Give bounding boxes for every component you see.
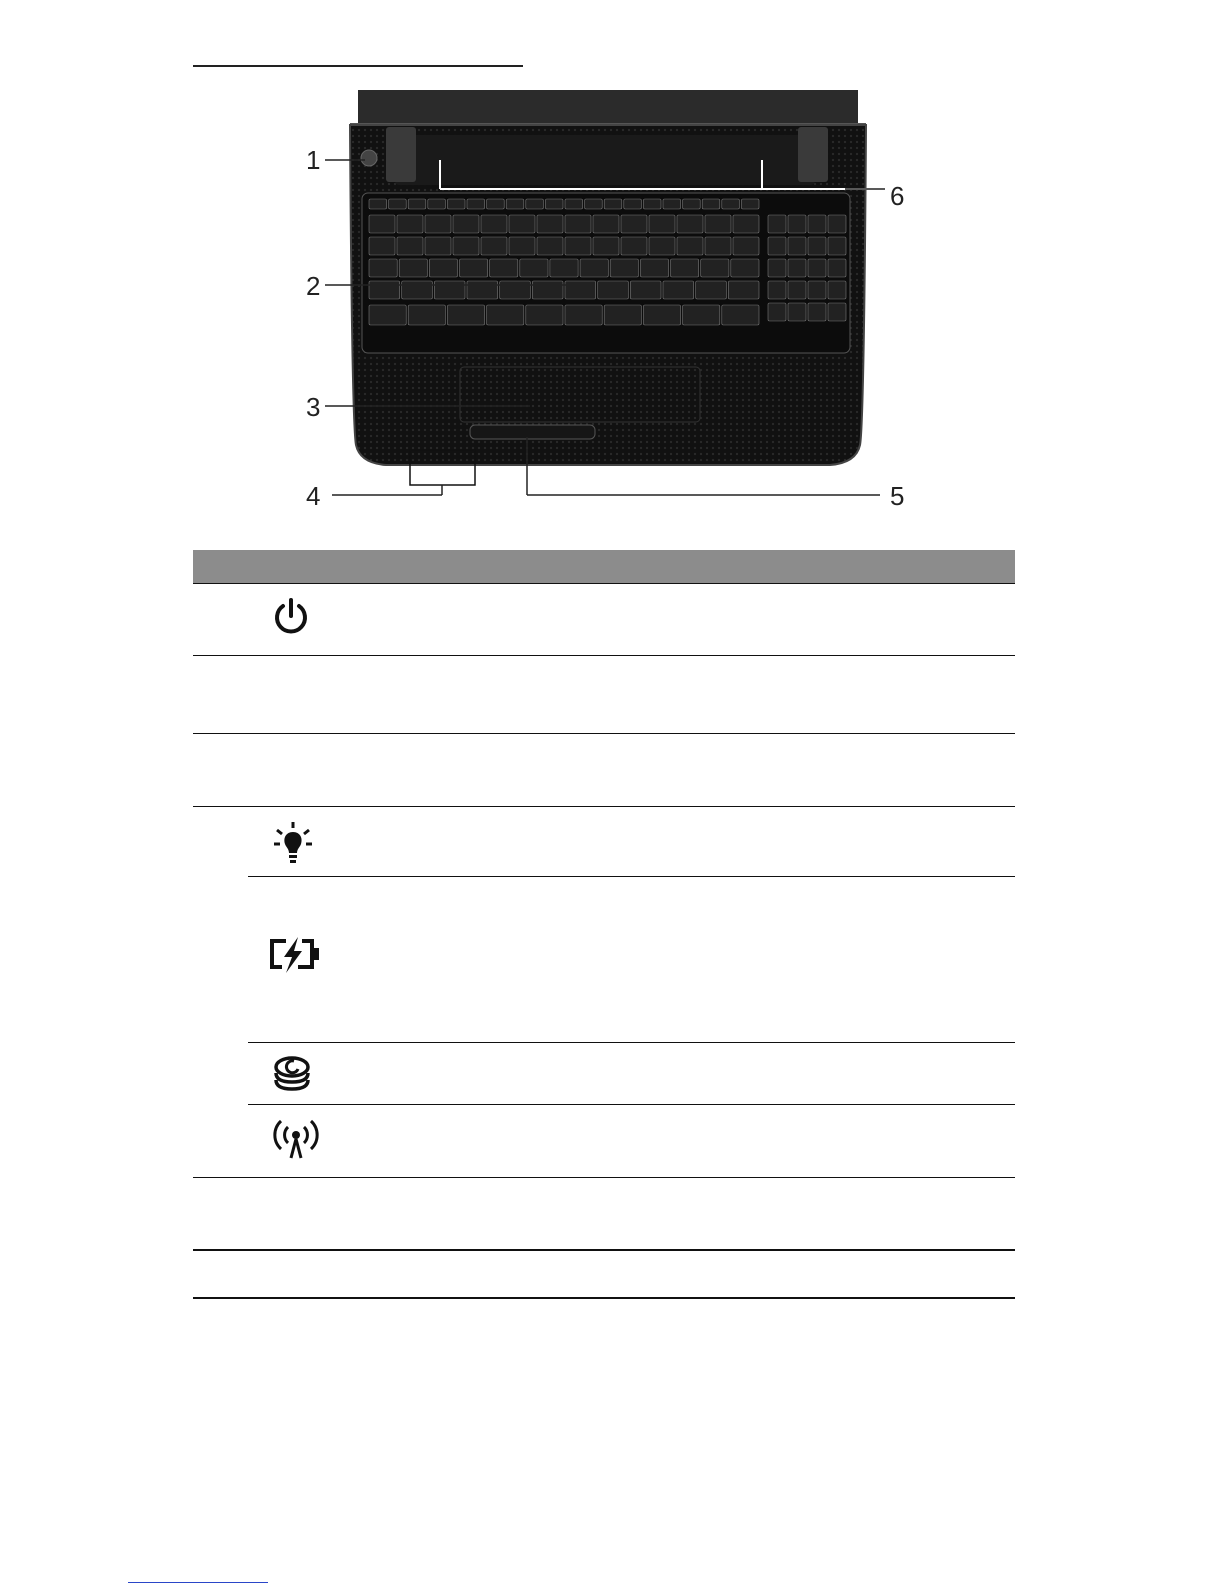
power-icon [270, 598, 312, 636]
numpad-key [788, 303, 806, 321]
keyboard-key [731, 259, 759, 277]
numpad-key [788, 281, 806, 299]
keyboard-key [369, 305, 406, 325]
keyboard-key [526, 305, 563, 325]
callout-1: 1 [306, 145, 321, 175]
table-header [193, 550, 1015, 583]
keyboard-key [643, 199, 661, 209]
keyboard-key [593, 215, 619, 233]
numpad-key [768, 303, 786, 321]
keyboard-key [487, 305, 524, 325]
keyboard-key [453, 215, 479, 233]
keyboard-key [537, 215, 563, 233]
numpad-key [828, 303, 846, 321]
keyboard-key [537, 237, 563, 255]
top-rule [193, 65, 523, 67]
keyboard-key [467, 281, 498, 299]
keyboard-key [621, 237, 647, 255]
hard-disk-icon [272, 1055, 312, 1095]
laptop-top-view-figure [290, 85, 930, 525]
keyboard-key [671, 259, 699, 277]
numpad-key [788, 237, 806, 255]
keyboard-key [509, 237, 535, 255]
numpad-key [768, 237, 786, 255]
keyboard-key [683, 199, 701, 209]
keyboard-key [663, 199, 681, 209]
numpad-key [768, 215, 786, 233]
callout-4: 4 [306, 481, 321, 511]
keyboard-key [580, 259, 608, 277]
lightbulb-icon [272, 820, 314, 868]
keyboard-key [702, 199, 720, 209]
keyboard-key [460, 259, 488, 277]
numpad-key [828, 215, 846, 233]
keyboard-key [705, 237, 731, 255]
keyboard-key [467, 199, 485, 209]
keyboard-key [490, 259, 518, 277]
keyboard-key [369, 259, 397, 277]
keyboard-key [369, 199, 387, 209]
keyboard-key [565, 281, 596, 299]
keyboard-key [506, 199, 524, 209]
table-header-rule [193, 583, 1015, 584]
keyboard-key [408, 305, 445, 325]
keyboard-key [598, 281, 629, 299]
battery-charging-icon [268, 935, 322, 975]
keyboard-key [453, 237, 479, 255]
keyboard-key [369, 237, 395, 255]
keyboard-key [722, 199, 740, 209]
keyboard-key [643, 305, 680, 325]
keyboard-key [604, 199, 622, 209]
keyboard-key [728, 281, 759, 299]
keyboard-key [733, 237, 759, 255]
keyboard-key [677, 215, 703, 233]
laptop-illustration [290, 85, 930, 525]
keyboard-key [741, 199, 759, 209]
numpad-key [828, 237, 846, 255]
callout-6: 6 [890, 181, 905, 211]
numpad-key [768, 281, 786, 299]
keyboard-key [369, 215, 395, 233]
keyboard-key [649, 215, 675, 233]
keyboard-key [696, 281, 727, 299]
footer-link-underline [128, 1582, 268, 1583]
row-divider-3 [193, 806, 1015, 807]
numpad-key [808, 259, 826, 277]
keyboard-key [447, 199, 465, 209]
keyboard-key [447, 305, 484, 325]
keyboard-key [509, 215, 535, 233]
row-divider-2 [193, 733, 1015, 734]
keyboard-key [565, 199, 583, 209]
keyboard-key [532, 281, 563, 299]
keyboard-key [640, 259, 668, 277]
keyboard-key [425, 237, 451, 255]
callout-5: 5 [890, 481, 905, 511]
keyboard-key [429, 259, 457, 277]
numpad-key [808, 281, 826, 299]
keyboard-key [397, 215, 423, 233]
row-divider-4 [248, 876, 1015, 877]
keyboard-key [610, 259, 638, 277]
row-divider-8 [193, 1249, 1015, 1251]
keyboard-key [733, 215, 759, 233]
keyboard-key [397, 237, 423, 255]
keyboard-key [487, 199, 505, 209]
row-divider-7 [193, 1177, 1015, 1178]
keyboard-key [677, 237, 703, 255]
callout-3: 3 [306, 392, 321, 422]
row-divider-6 [248, 1104, 1015, 1105]
row-divider-5 [248, 1042, 1015, 1043]
keyboard-key [663, 281, 694, 299]
row-divider-1 [193, 655, 1015, 656]
table-bottom-rule [193, 1297, 1015, 1299]
keyboard-key [481, 215, 507, 233]
keyboard-key [545, 199, 563, 209]
keyboard-key [585, 199, 603, 209]
keyboard-key [701, 259, 729, 277]
keyboard-key [621, 215, 647, 233]
keyboard-key [722, 305, 759, 325]
keyboard-key [399, 259, 427, 277]
keyboard-key [705, 215, 731, 233]
keyboard-key [565, 237, 591, 255]
keyboard-key [520, 259, 548, 277]
wireless-icon [270, 1118, 322, 1162]
keyboard-key [565, 215, 591, 233]
keyboard-key [630, 281, 661, 299]
numpad-key [788, 259, 806, 277]
keyboard-key [425, 215, 451, 233]
keyboard-key [481, 237, 507, 255]
keyboard-key [526, 199, 544, 209]
keyboard-key [500, 281, 531, 299]
keyboard-key [565, 305, 602, 325]
keyboard-key [550, 259, 578, 277]
numpad-key [808, 215, 826, 233]
keyboard-key [428, 199, 446, 209]
callout-2: 2 [306, 271, 321, 301]
keyboard-key [593, 237, 619, 255]
keyboard-key [369, 281, 400, 299]
numpad-key [768, 259, 786, 277]
numpad-key [808, 303, 826, 321]
keyboard-key [604, 305, 641, 325]
numpad-key [828, 281, 846, 299]
keyboard-key [683, 305, 720, 325]
numpad-key [828, 259, 846, 277]
keyboard-key [402, 281, 433, 299]
keyboard-key [624, 199, 642, 209]
keyboard-key [649, 237, 675, 255]
numpad-key [788, 215, 806, 233]
keyboard-key [408, 199, 426, 209]
numpad-key [808, 237, 826, 255]
keyboard-key [434, 281, 465, 299]
keyboard-key [389, 199, 407, 209]
